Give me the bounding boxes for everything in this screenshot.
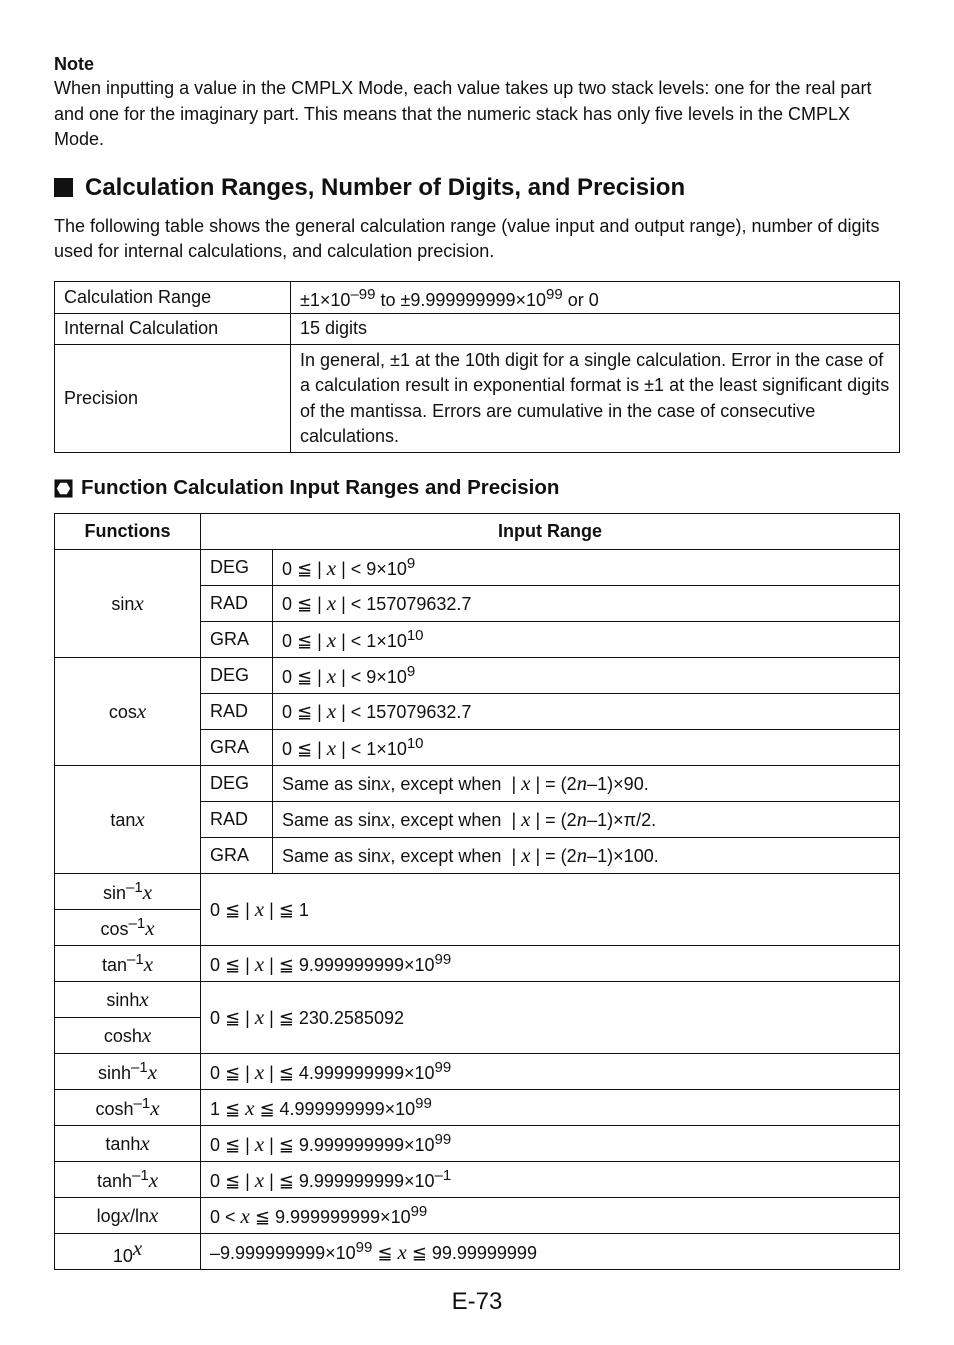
section-title: Calculation Ranges, Number of Digits, and Precision [85, 173, 686, 201]
mode-deg: DEG [201, 766, 273, 802]
page-content [54, 52, 900, 1270]
table-row [55, 314, 900, 345]
table-row [55, 281, 900, 314]
table-row [55, 1234, 900, 1270]
calculation-ranges-table [54, 281, 900, 454]
function-sinh: sinhx [55, 982, 201, 1018]
mode-deg: DEG [201, 658, 273, 694]
table-row [55, 345, 900, 453]
table-row [55, 946, 900, 982]
table-header-row [55, 514, 900, 550]
function-arccos: $\cos^{-1}x$ [55, 910, 201, 946]
table-row [55, 982, 900, 1018]
mode-gra: GRA [201, 622, 273, 658]
function-sin: sinx [55, 550, 201, 658]
range-value: 0 ≦ | x | ≦ 1 [201, 874, 900, 946]
precision-label: Precision [55, 345, 291, 453]
mode-rad: RAD [201, 802, 273, 838]
calc-range-label: Calculation Range [55, 281, 291, 314]
function-log-ln: logx/lnx [55, 1198, 201, 1234]
table-row [55, 1162, 900, 1198]
table-row [55, 1198, 900, 1234]
black-square-icon [54, 178, 73, 197]
function-arccosh: $\cosh^{-1}x$ [55, 1090, 201, 1126]
range-value: 0 ≦ | x | ≦ $4.999999999\times 10^{99}$ [201, 1054, 900, 1090]
function-arctan: $\tan^{-1}x$ [55, 946, 201, 982]
function-arctanh: $\tanh^{-1}x$ [55, 1162, 201, 1198]
range-value: Same as sinx, except when | x | = (2n–1)×π/2. [273, 802, 900, 838]
range-value: 0 ≦ | x | < $9\times 10^9$ [273, 550, 900, 586]
table-row [55, 550, 900, 586]
precision-value: In general, ±1 at the 10th digit for a single calculation. Error in the case of a calculation result in exponential format is ±1 at the least significant digits of the mantissa. Errors are cumulative in the case of consecutive calculations. [291, 345, 900, 453]
range-value: 0 ≦ | x | < $1\times 10^{10}$ [273, 730, 900, 766]
table-row [55, 874, 900, 910]
note-title: Note [54, 54, 94, 74]
input-range-header: Input Range [201, 514, 900, 550]
range-value: 0 ≦ | x | ≦ $9.999999999\times 10^{99}$ [201, 1126, 900, 1162]
hexagon-bullet-icon [54, 479, 73, 498]
range-value: 1 ≦ x ≦ $4.999999999\times 10^{99}$ [201, 1090, 900, 1126]
mode-rad: RAD [201, 586, 273, 622]
page-number: E-73 [451, 1288, 503, 1315]
range-value: Same as sinx, except when | x | = (2n–1)×90. [273, 766, 900, 802]
function-pow10: 10$^x$ [55, 1234, 201, 1270]
range-value: 0 ≦ | x | < 157079632.7 [273, 694, 900, 730]
function-ranges-table [54, 513, 900, 1270]
range-value: 0 ≦ | x | ≦ $9.999999999\times 10^{-1}$ [201, 1162, 900, 1198]
functions-header: Functions [55, 514, 201, 550]
calc-range-value: $\pm 1\times 10^{-99}$ to $\pm 9.999999999\times 10^{99}$ or 0 [291, 281, 900, 314]
mode-gra: GRA [201, 838, 273, 874]
function-arcsinh: $\sinh^{-1}x$ [55, 1054, 201, 1090]
range-value: 0 ≦ | x | ≦ 230.2585092 [201, 982, 900, 1054]
function-cos: cosx [55, 658, 201, 766]
range-value: 0 ≦ | x | < $1\times 10^{10}$ [273, 622, 900, 658]
section-intro: The following table shows the general calculation range (value input and output range), number of digits used for internal calculations, and calculation precision. [54, 215, 880, 261]
range-value: 0 < x ≦ $9.999999999\times 10^{99}$ [201, 1198, 900, 1234]
table-row [55, 658, 900, 694]
function-tanh: tanhx [55, 1126, 201, 1162]
table-row [55, 1090, 900, 1126]
range-value: 0 ≦ | x | < $9\times 10^9$ [273, 658, 900, 694]
mode-deg: DEG [201, 550, 273, 586]
mode-rad: RAD [201, 694, 273, 730]
internal-calc-value: 15 digits [291, 314, 900, 345]
table-row [55, 766, 900, 802]
subsection-title: Function Calculation Input Ranges and Precision [81, 476, 560, 499]
range-value: $-9.999999999\times 10^{99}$ ≦ x ≦ 99.99999999 [201, 1234, 900, 1270]
table-row [55, 1126, 900, 1162]
function-tan: tanx [55, 766, 201, 874]
function-arcsin: $\sin^{-1}x$ [55, 874, 201, 910]
note-text: When inputting a value in the CMPLX Mode, each value takes up two stack levels: one for the real part and one for the imaginary part. This means that the numeric stack has only five levels in the CMPLX Mode. [54, 78, 872, 149]
mode-gra: GRA [201, 730, 273, 766]
table-row [55, 1054, 900, 1090]
subsection-heading [54, 475, 900, 501]
internal-calc-label: Internal Calculation [55, 314, 291, 345]
range-value: Same as sinx, except when | x | = (2n–1)×100. [273, 838, 900, 874]
range-value: 0 ≦ | x | ≦ $9.999999999\times 10^{99}$ [201, 946, 900, 982]
range-value: 0 ≦ | x | < 157079632.7 [273, 586, 900, 622]
section-heading [54, 173, 900, 203]
function-cosh: coshx [55, 1018, 201, 1054]
